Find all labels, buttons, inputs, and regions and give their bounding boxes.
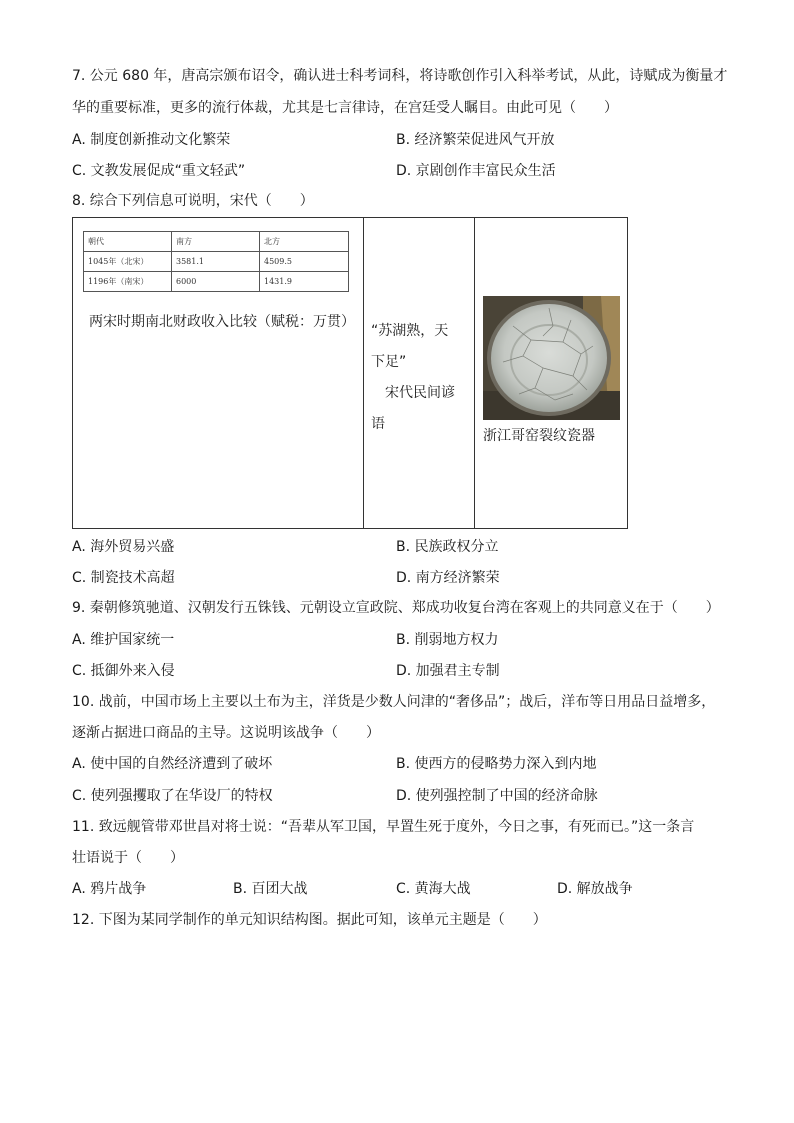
- q8-option-c[interactable]: C. 制瓷技术高超: [72, 570, 175, 586]
- q11-stem-line2: 壮语说于（ ）: [72, 850, 184, 866]
- folk-saying-line: “苏湖熟，天: [371, 323, 449, 339]
- table-cell: 4509.5: [260, 252, 349, 272]
- folk-saying-source: 语: [371, 416, 385, 432]
- q8-option-a[interactable]: A. 海外贸易兴盛: [72, 539, 175, 555]
- q12-stem: 12. 下图为某同学制作的单元知识结构图。据此可知，该单元主题是（ ）: [72, 912, 547, 928]
- folk-saying: [371, 316, 467, 440]
- q8-option-b[interactable]: B. 民族政权分立: [396, 539, 499, 555]
- table-cell: 1045年（北宋）: [84, 252, 172, 272]
- table-row: [84, 232, 349, 252]
- q10-option-c[interactable]: C. 使列强攫取了在华设厂的特权: [72, 788, 273, 804]
- folk-saying-source: 宋代民间谚: [371, 385, 455, 401]
- q9-option-b[interactable]: B. 削弱地方权力: [396, 632, 499, 648]
- table-header-south: 南方: [172, 232, 260, 252]
- q7-stem-line1: 7. 公元 680 年，唐高宗颁布诏令，确认进士科考词科，将诗歌创作引入科举考试，从此，诗赋成为衡量才: [72, 68, 728, 84]
- table-header-north: 北方: [260, 232, 349, 252]
- q7-option-d[interactable]: D. 京剧创作丰富民众生活: [396, 163, 556, 179]
- table-caption: 两宋时期南北财政收入比较（赋税：万贯）: [89, 314, 355, 330]
- q8-stem: 8. 综合下列信息可说明，宋代（ ）: [72, 193, 314, 209]
- q11-stem-line1: 11. 致远舰管带邓世昌对将士说：“吾辈从军卫国，早置生死于度外，今日之事，有死而已。”这一条言: [72, 819, 695, 835]
- table-cell: 6000: [172, 272, 260, 292]
- image-caption: 浙江哥窑裂纹瓷器: [483, 428, 595, 444]
- q9-option-c[interactable]: C. 抵御外来入侵: [72, 663, 175, 679]
- table-cell: 1431.9: [260, 272, 349, 292]
- q7-stem-line2: 华的重要标准，更多的流行体裁，尤其是七言律诗，在宫廷受人瞩目。由此可见（ ）: [72, 100, 618, 116]
- q7-option-b[interactable]: B. 经济繁荣促进风气开放: [396, 132, 555, 148]
- table-row: [84, 252, 349, 272]
- folk-saying-line: 下足”: [371, 354, 407, 370]
- q11-option-b[interactable]: B. 百团大战: [233, 881, 308, 897]
- box-divider: [363, 218, 364, 528]
- q10-stem-line2: 逐渐占据进口商品的主导。这说明该战争（ ）: [72, 725, 380, 741]
- table-cell: 1196年（南宋）: [84, 272, 172, 292]
- q11-option-c[interactable]: C. 黄海大战: [396, 881, 471, 897]
- q8-option-d[interactable]: D. 南方经济繁荣: [396, 570, 500, 586]
- q11-option-a[interactable]: A. 鸦片战争: [72, 881, 147, 897]
- table-cell: 3581.1: [172, 252, 260, 272]
- table-row: [84, 272, 349, 292]
- q10-option-d[interactable]: D. 使列强控制了中国的经济命脉: [396, 788, 598, 804]
- q11-option-d[interactable]: D. 解放战争: [557, 881, 633, 897]
- table-header-dynasty: 朝代: [84, 232, 172, 252]
- crackle-porcelain-image: [483, 296, 620, 420]
- q7-option-a[interactable]: A. 制度创新推动文化繁荣: [72, 132, 231, 148]
- q10-option-a[interactable]: A. 使中国的自然经济遭到了破坏: [72, 756, 273, 772]
- finance-table: [83, 231, 349, 292]
- q7-option-c[interactable]: C. 文教发展促成“重文轻武”: [72, 163, 246, 179]
- q8-material-box: [72, 217, 628, 529]
- q10-option-b[interactable]: B. 使西方的侵略势力深入到内地: [396, 756, 597, 772]
- box-divider: [474, 218, 475, 528]
- q9-option-a[interactable]: A. 维护国家统一: [72, 632, 175, 648]
- q10-stem-line1: 10. 战前，中国市场上主要以土布为主，洋货是少数人问津的“奢侈品”；战后，洋布等日用品日益增多，: [72, 694, 716, 710]
- q9-stem: 9. 秦朝修筑驰道、汉朝发行五铢钱、元朝设立宣政院、郑成功收复台湾在客观上的共同意义在于（ ）: [72, 600, 720, 616]
- q9-option-d[interactable]: D. 加强君主专制: [396, 663, 500, 679]
